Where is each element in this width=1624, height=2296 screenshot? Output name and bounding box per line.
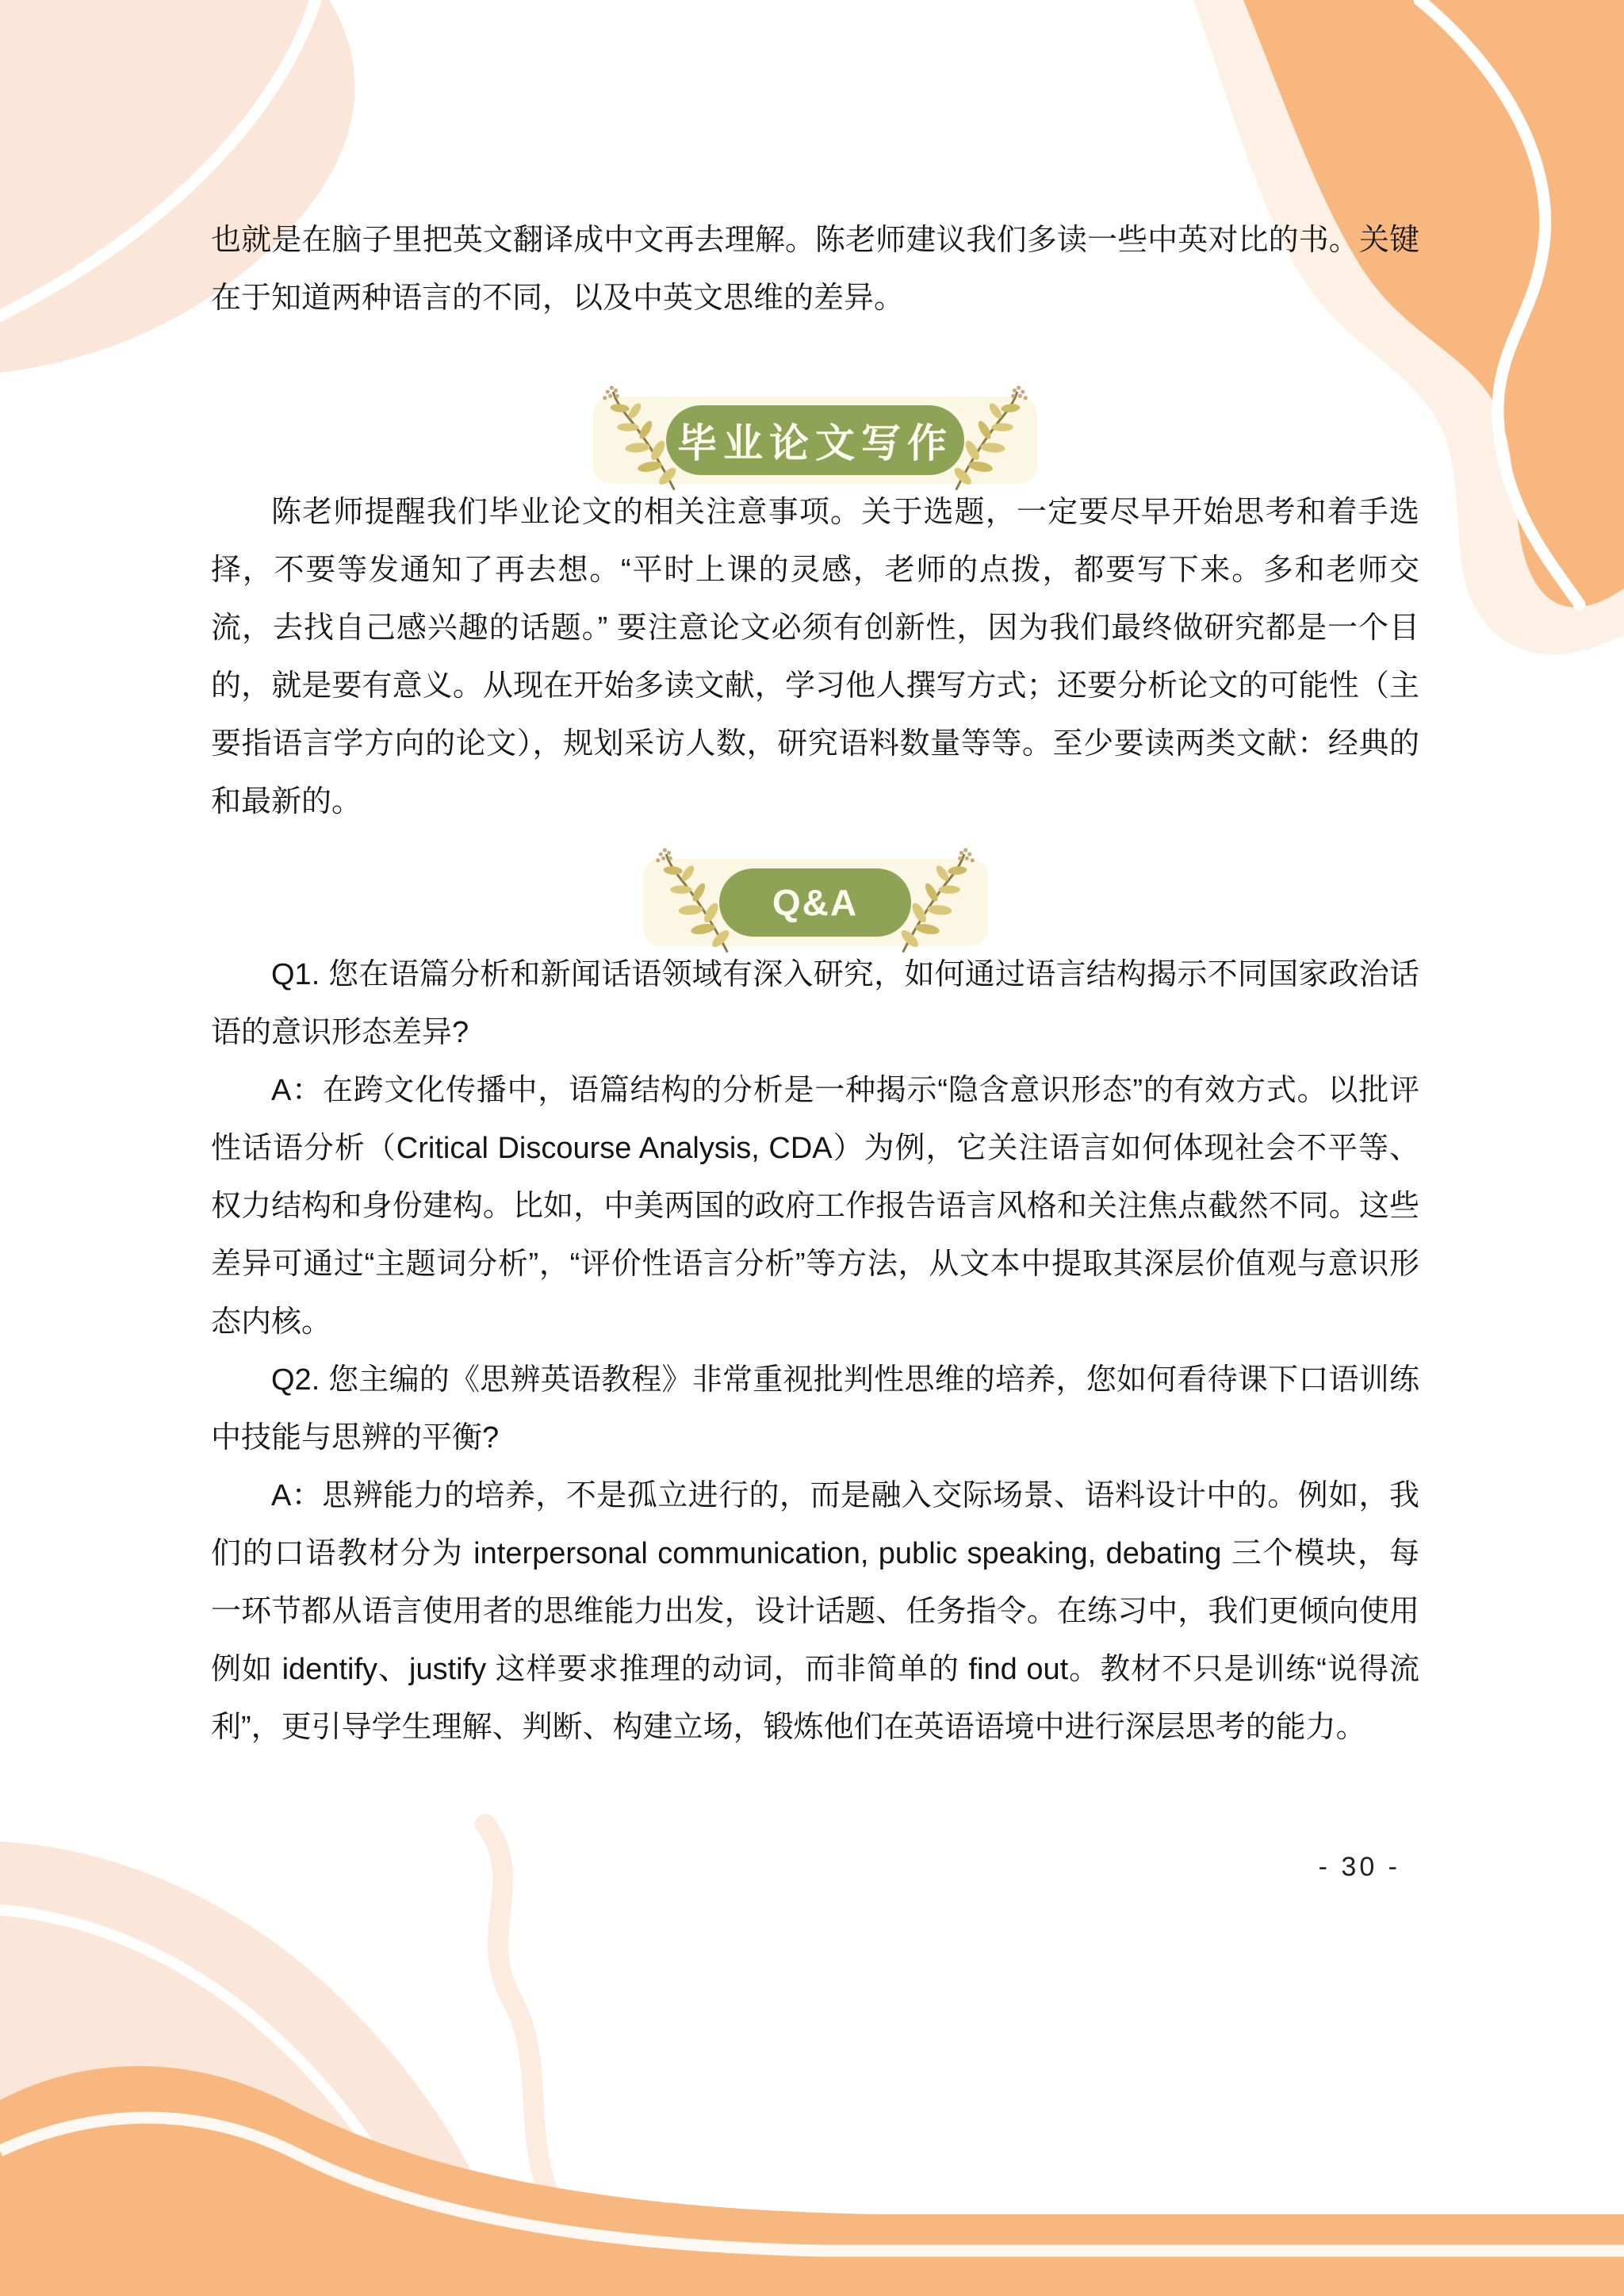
banner-qa-row [211, 831, 1419, 946]
page-number: - 30 - [1318, 1852, 1400, 1882]
paragraph-intro: 也就是在脑子里把英文翻译成中文再去理解。陈老师建议我们多读一些中英对比的书。关键在于知道两种语言的不同，以及中英文思维的差异。 [211, 224, 1419, 315]
banner-qa-label: Q&A [772, 882, 859, 923]
paragraph-answer-2: A：思辨能力的培养，不是孤立进行的，而是融入交际场景、语料设计中的。例如，我们的口语教材分为 interpersonal communication, public speaking, debating 三个模块，每一环节都从语言使用者的思维能力出发，设计话题、任务指令。在练习中，我们更倾向使用例如 identify、justify 这样要求推理的动词，而非简单的 find out。教材不只是训练“说得流利”，更引导学生理解、判断、构建立场，锻炼他们在英语语境中进行深层思考的能力。 [211, 1479, 1419, 1744]
bottom-wave-band [0, 2066, 1624, 2296]
paragraph-question-1: Q1. 您在语篇分析和新闻话语领域有深入研究，如何通过语言结构揭示不同国家政治话语的意识形态差异? [211, 958, 1419, 1049]
banner-thesis-label: 毕业论文写作 [677, 421, 953, 466]
paragraph-question-2: Q2. 您主编的《思辨英语教程》非常重视批判性思维的培养，您如何看待课下口语训练中技能与思辨的平衡? [211, 1363, 1419, 1455]
banner-thesis-pill [666, 405, 964, 475]
paragraph-answer-1: A：在跨文化传播中，语篇结构的分析是一种揭示“隐含意识形态”的有效方式。以批评性话语分析（Critical Discourse Analysis, CDA）为例，它关注语言如何体现社会不平等、权力结构和身份建构。比如，中美两国的政府工作报告语言风格和关注焦点截然不同。这些差异可通过“主题词分析”，“评价性语言分析”等方法，从文本中提取其深层价值观与意识形态内核。 [211, 1074, 1419, 1339]
banner-thesis-writing [593, 397, 1037, 484]
paragraph-thesis-body: 陈老师提醒我们毕业论文的相关注意事项。关于选题，一定要尽早开始思考和着手选择，不要等发通知了再去想。“平时上课的灵感，老师的点拨，都要写下来。多和老师交流，去找自己感兴趣的话题。” 要注意论文必须有创新性，因为我们最终做研究都是一个目的，就是要有意义。从现在开始多读文献，学习他人撰写方式；还要分析论文的可能性（主要指语言学方向的论文），规划采访人数，研究语料数量等等。至少要读两类文献：经典的和最新的。 [211, 496, 1419, 818]
banner-thesis-row [211, 328, 1419, 484]
banner-qa-pill [719, 868, 911, 937]
banner-qa [643, 859, 988, 946]
